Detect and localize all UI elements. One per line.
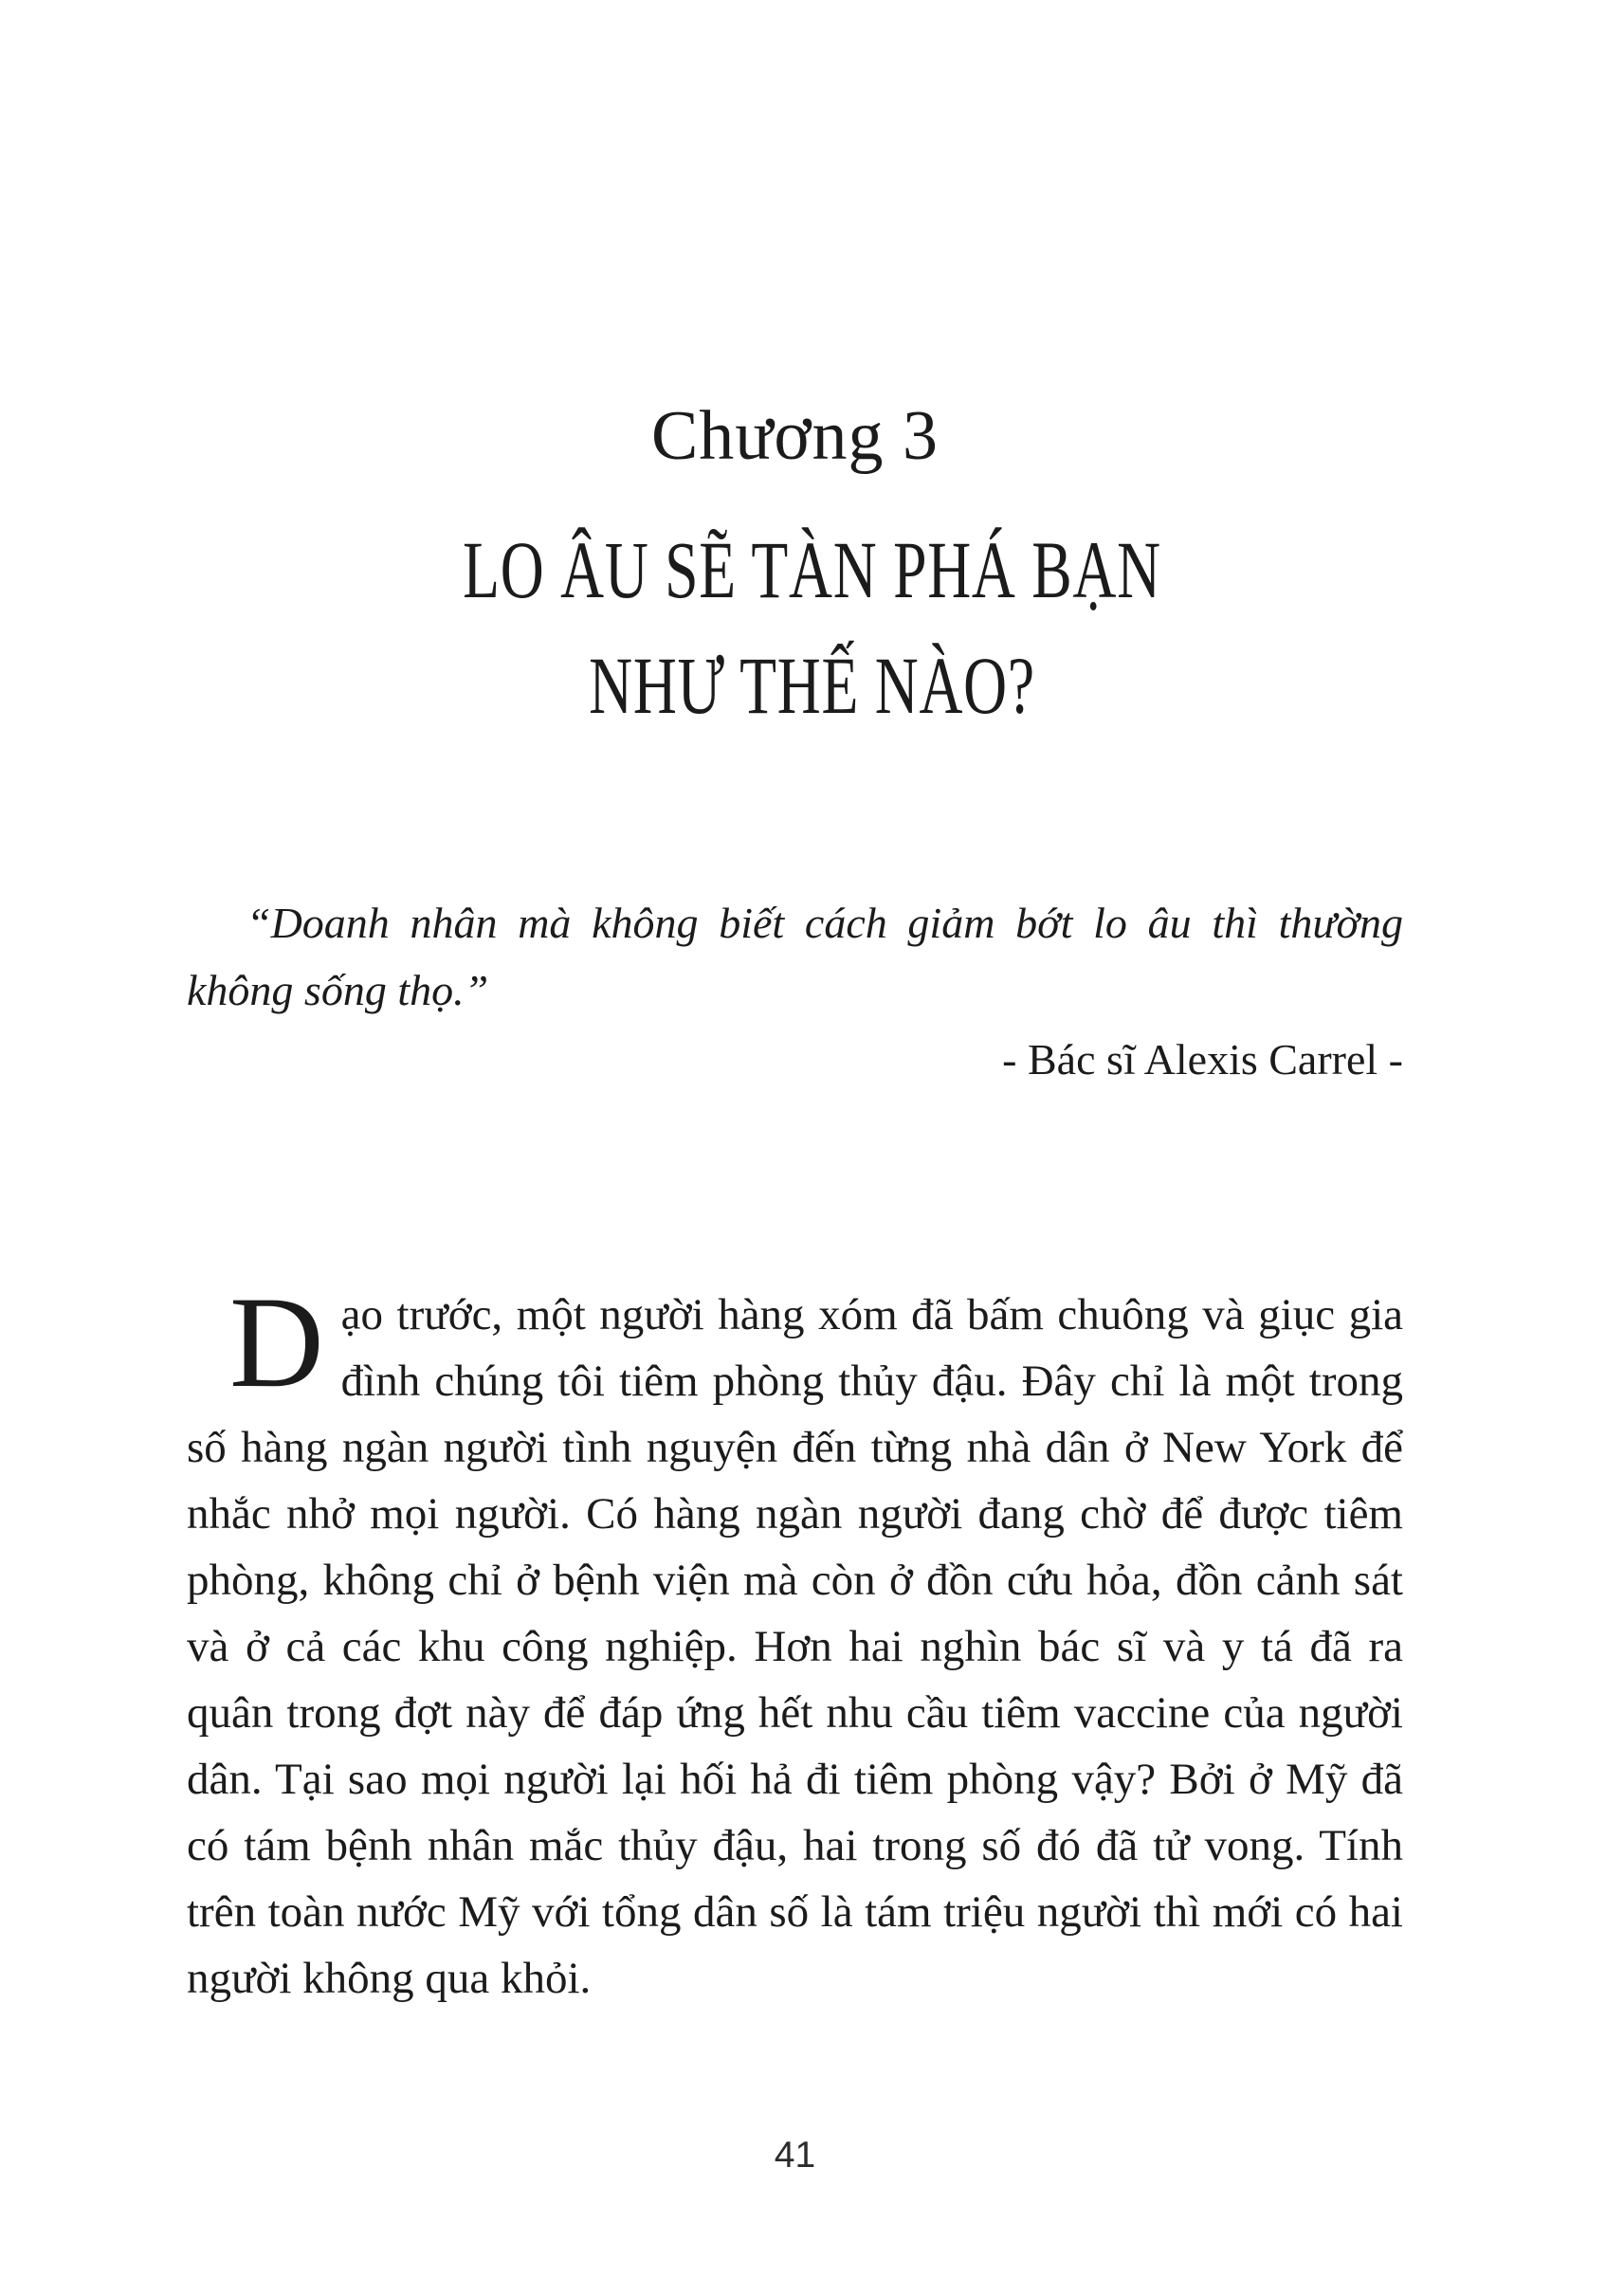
body-paragraph xyxy=(187,1269,1403,2012)
chapter-title-line-2: NHƯ THẾ NÀO? xyxy=(589,640,1035,731)
chapter-title xyxy=(0,512,1624,743)
drop-cap: D xyxy=(229,1269,324,1414)
epigraph-quote: “Doanh nhân mà không biết cách giảm bớt lo âu thì thường không sống thọ.” xyxy=(187,899,1403,1014)
paragraph-text: ạo trước, một người hàng xóm đã bấm chuông và giục gia đình chúng tôi tiêm phòng thủy đậu. Đây chỉ là một trong số hàng ngàn người tình nguyện đến từng nhà dân ở New York để nhắc nhở mọi người. Có hàng ngàn người đang chờ để được tiêm phòng, không chỉ ở bệnh viện mà còn ở đồn cứu hỏa, đồn cảnh sát và ở cả các khu công nghiệp. Hơn hai nghìn bác sĩ và y tá đã ra quân trong đợt này để đáp ứng hết nhu cầu tiêm vaccine của người dân. Tại sao mọi người lại hối hả đi tiêm phòng vậy? Bởi ở Mỹ đã có tám bệnh nhân mắc thủy đậu, hai trong số đó đã tử vong. Tính trên toàn nước Mỹ với tổng dân số là tám triệu người thì mới có hai người không qua khỏi. xyxy=(187,1290,1403,2003)
page-number: 41 xyxy=(774,2135,816,2176)
chapter-title-line-1: LO ÂU SẼ TÀN PHÁ BẠN xyxy=(463,524,1161,615)
epigraph-attribution: - Bác sĩ Alexis Carrel - xyxy=(1002,1035,1403,1084)
chapter-label: Chương 3 xyxy=(650,397,940,475)
